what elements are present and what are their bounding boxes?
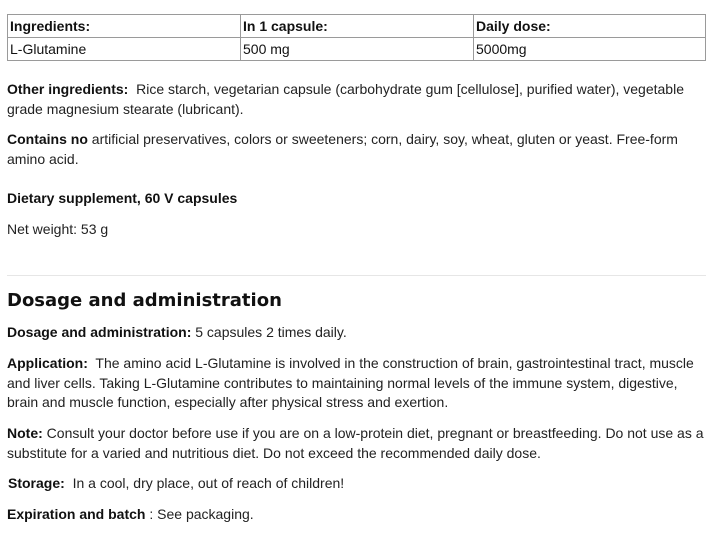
storage-text: In a cool, dry place, out of reach of children! <box>72 475 345 491</box>
net-weight-text: Net weight: 53 g <box>7 221 109 237</box>
note-label: Note: <box>7 425 43 441</box>
table-row <box>8 38 706 61</box>
cell-per-capsule: 500 mg <box>241 38 474 61</box>
storage-paragraph <box>8 474 710 494</box>
section-divider <box>7 275 706 276</box>
application-label: Application: <box>7 355 88 371</box>
dosage-text: 5 capsules 2 times daily. <box>195 324 347 340</box>
application-paragraph <box>7 354 709 413</box>
contains-text: artificial preservatives, colors or sweeteners; corn, dairy, soy, wheat, gluten or yeast. Free-form amino acid. <box>7 131 678 167</box>
header-per-capsule: In 1 capsule: <box>241 15 474 38</box>
storage-label: Storage: <box>8 475 65 491</box>
note-text: Consult your doctor before use if you are on a low-protein diet, pregnant or breastfeeding. Do not use as a substitute for a varied and nutritious diet. Do not exceed the recommended daily dose. <box>7 425 704 461</box>
dosage-paragraph <box>7 323 709 343</box>
other-ingredients-text: Rice starch, vegetarian capsule (carbohydrate gum [cellulose], purified water), vegetable grade magnesium stearate (lubricant). <box>7 81 684 117</box>
ingredients-table <box>7 14 706 61</box>
supplement-paragraph <box>7 189 709 209</box>
contains-label: Contains no <box>7 131 88 147</box>
cell-daily-dose: 5000mg <box>474 38 706 61</box>
dosage-section-title: Dosage and administration <box>7 290 282 311</box>
net-weight-paragraph <box>7 220 709 240</box>
other-ingredients-paragraph <box>7 80 709 119</box>
note-paragraph <box>7 424 709 463</box>
table-header-row <box>8 15 706 38</box>
expiration-label: Expiration and batch <box>7 506 146 522</box>
supplement-label: Dietary supplement, 60 V capsules <box>7 190 238 206</box>
dosage-label: Dosage and administration: <box>7 324 192 340</box>
contains-paragraph <box>7 130 709 169</box>
other-ingredients-label: Other ingredients: <box>7 81 129 97</box>
expiration-text: : See packaging. <box>149 506 254 522</box>
header-daily-dose: Daily dose: <box>474 15 706 38</box>
expiration-paragraph <box>7 505 709 525</box>
cell-ingredient: L-Glutamine <box>8 38 241 61</box>
application-text: The amino acid L-Glutamine is involved in the construction of brain, gastrointestinal tract, muscle and liver cells. Taking L-Glutamine contributes to maintaining normal levels of the immune system, digestive, brain and muscle function, especially after physical stress and exertion. <box>7 355 694 410</box>
header-ingredients: Ingredients: <box>8 15 241 38</box>
